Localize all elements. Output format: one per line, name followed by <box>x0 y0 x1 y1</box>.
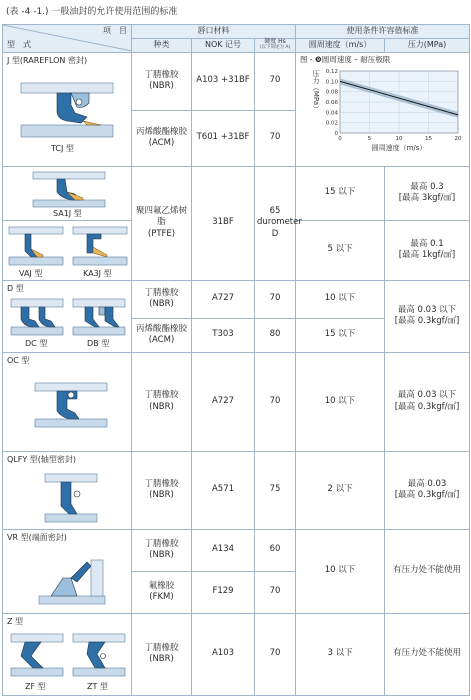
chart-ytick-label: 0 <box>334 130 339 137</box>
ptfe-pressure-1: 最高 0.3 [最高 3kgf/㎠] <box>385 166 470 220</box>
ptfe-speed-2: 5 以下 <box>296 220 385 280</box>
type-cell-sa1j <box>3 166 132 220</box>
oc-pressure: 最高 0.03 以下 [最高 0.3kgf/㎠] <box>385 352 470 451</box>
db-seal-diagram <box>71 295 127 337</box>
vr-code-fkm: F129 <box>192 571 255 613</box>
sa1j-label: SA1J 型 <box>53 208 82 218</box>
qlfy-seal-diagram <box>41 470 101 526</box>
dc-label: DC 型 <box>25 338 48 348</box>
oc-seal-diagram <box>33 377 109 433</box>
chart-ytick-label: 0.12 <box>325 68 339 75</box>
oc-hs: 70 <box>255 352 296 451</box>
ptfe-code: 31BF <box>192 166 255 280</box>
header-item-label: 项 目 <box>103 26 127 35</box>
type-cell-j <box>3 52 132 166</box>
type-cell-qlfy <box>3 451 132 529</box>
header-pressure: 压力(MPa) <box>385 38 470 52</box>
chart-ytick-label: 0.06 <box>325 99 339 106</box>
chart-title: 图 - ❾圆周速度 – 耐压极限 <box>300 54 391 64</box>
zf-seal-diagram <box>9 630 65 678</box>
d-speed-nbr: 10 以下 <box>296 280 385 318</box>
type-z-label: Z 型 <box>7 616 24 626</box>
type-cell-oc <box>3 352 132 451</box>
ptfe-kind: 聚四氟乙烯树脂 (PTFE) <box>132 166 192 280</box>
z-speed: 3 以下 <box>296 613 385 695</box>
tcj-seal-diagram <box>17 75 117 141</box>
dc-seal-diagram <box>9 295 65 337</box>
vr-kind-nbr: 丁腈橡胶 (NBR) <box>132 529 192 571</box>
j-code-acm: T601 +31BF <box>192 110 255 166</box>
chart-ytick-label: 0.10 <box>325 78 339 85</box>
header-hardness <box>255 38 296 52</box>
z-kind: 丁腈橡胶 (NBR) <box>132 613 192 695</box>
speed-pressure-chart <box>296 65 470 165</box>
d-pressure: 最高 0.03 以下 [最高 0.3kgf/㎠] <box>385 280 470 352</box>
qlfy-code: A571 <box>192 451 255 529</box>
sa1j-seal-diagram <box>31 170 107 208</box>
vr-seal-diagram <box>37 556 107 608</box>
chart-xtick-label: 10 <box>395 135 403 142</box>
z-pressure: 有压力处不能使用 <box>385 613 470 695</box>
type-cell-d <box>3 280 132 352</box>
chart-xtick-label: 0 <box>338 135 342 142</box>
j-kind-nbr: 丁腈橡胶 (NBR) <box>132 52 192 110</box>
vr-hs-fkm: 70 <box>255 571 296 613</box>
chart-xlabel: 圆周速度（m/s） <box>371 143 427 152</box>
type-qlfy-label: QLFY 型(轴型密封) <box>7 454 77 464</box>
zt-label: ZT 型 <box>87 681 108 691</box>
oc-kind: 丁腈橡胶 (NBR) <box>132 352 192 451</box>
chart-ytick-label: 0.04 <box>325 109 339 116</box>
zf-label: ZF 型 <box>25 681 46 691</box>
type-j-label: J 型(RAREFLON 密封) <box>7 55 88 65</box>
oil-seal-spec-table <box>2 24 470 696</box>
vr-hs-nbr: 60 <box>255 529 296 571</box>
vaj-label: VAJ 型 <box>19 268 43 278</box>
vr-speed: 10 以下 <box>296 529 385 613</box>
type-cell-z <box>3 613 132 695</box>
vr-pressure: 有压力处不能使用 <box>385 529 470 613</box>
speed-pressure-chart-cell <box>296 52 470 166</box>
oc-speed: 10 以下 <box>296 352 385 451</box>
j-kind-acm: 丙烯酸酯橡胶 (ACM) <box>132 110 192 166</box>
chart-ytick-label: 0.02 <box>325 120 339 127</box>
db-label: DB 型 <box>87 338 110 348</box>
header-kind: 种类 <box>132 38 192 52</box>
oc-code: A727 <box>192 352 255 451</box>
header-hardness-note: (以下简述为 A) <box>259 45 291 51</box>
ka3j-label: KA3J 型 <box>83 268 112 278</box>
zt-seal-diagram <box>71 630 127 678</box>
ptfe-hs: 65 durometer D <box>255 166 296 280</box>
d-kind-nbr: 丁腈橡胶 (NBR) <box>132 280 192 318</box>
tcj-label: TCJ 型 <box>51 143 74 153</box>
vr-code-nbr: A134 <box>192 529 255 571</box>
ptfe-speed-1: 15 以下 <box>296 166 385 220</box>
qlfy-hs: 75 <box>255 451 296 529</box>
header-item-type <box>3 25 132 53</box>
header-lip-material: 唇口材料 <box>132 25 296 39</box>
table-caption: (表 -4 -1.) 一般油封的允许使用范围的标准 <box>6 7 178 17</box>
chart-xtick-label: 15 <box>425 135 433 142</box>
type-d-label: D 型 <box>7 283 24 293</box>
vaj-seal-diagram <box>7 225 65 267</box>
qlfy-kind: 丁腈橡胶 (NBR) <box>132 451 192 529</box>
z-code: A103 <box>192 613 255 695</box>
chart-xtick-label: 5 <box>367 135 372 142</box>
j-code-nbr: A103 +31BF <box>192 52 255 110</box>
header-speed: 圆周速度（m/s） <box>296 38 385 52</box>
chart-ylabel: 压力（MPa） <box>312 69 321 112</box>
header-type-label: 型 式 <box>7 39 31 49</box>
header-nok-code: NOK 记号 <box>192 38 255 52</box>
d-code-acm: T303 <box>192 318 255 352</box>
type-oc-label: OC 型 <box>7 355 30 365</box>
d-code-nbr: A727 <box>192 280 255 318</box>
chart-xtick-label: 20 <box>454 135 462 142</box>
type-vr-label: VR 型(端面密封) <box>7 532 67 542</box>
j-hs-nbr: 70 <box>255 52 296 110</box>
d-hs-nbr: 70 <box>255 280 296 318</box>
type-cell-vaj-ka3j <box>3 220 132 280</box>
ka3j-seal-diagram <box>71 225 129 267</box>
d-hs-acm: 80 <box>255 318 296 352</box>
j-hs-acm: 70 <box>255 110 296 166</box>
header-conditions: 使用条件许容值标准 <box>296 25 470 39</box>
qlfy-speed: 2 以下 <box>296 451 385 529</box>
ptfe-pressure-2: 最高 0.1 [最高 1kgf/㎠] <box>385 220 470 280</box>
d-speed-acm: 15 以下 <box>296 318 385 352</box>
qlfy-pressure: 最高 0.03 [最高 0.3kgf/㎠] <box>385 451 470 529</box>
vr-kind-fkm: 氟橡胶 (FKM) <box>132 571 192 613</box>
type-cell-vr <box>3 529 132 613</box>
header-hardness-label: 硬度 Hs <box>264 38 286 46</box>
chart-ytick-label: 0.08 <box>325 89 339 96</box>
d-kind-acm: 丙烯酸酯橡胶 (ACM) <box>132 318 192 352</box>
z-hs: 70 <box>255 613 296 695</box>
